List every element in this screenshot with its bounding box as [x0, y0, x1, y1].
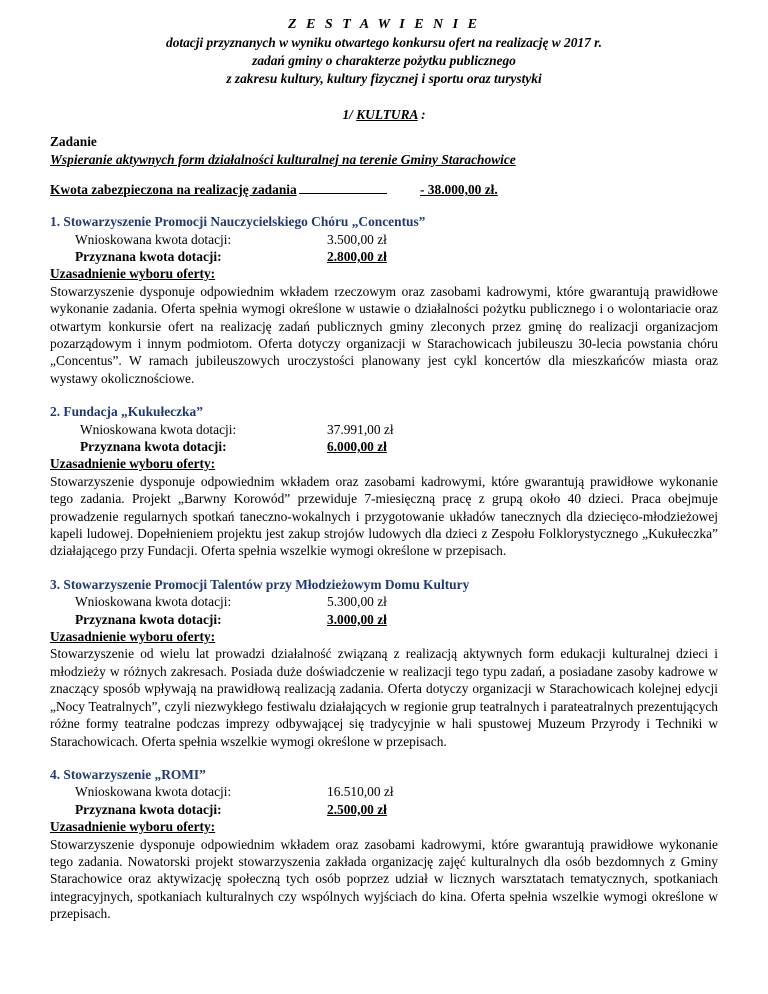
requested-amount: 37.991,00 zł	[327, 421, 394, 437]
justification-label: Uzasadnienie wyboru oferty:	[50, 266, 216, 282]
granted-row	[50, 438, 718, 455]
document-page	[50, 16, 718, 923]
budget-label: Kwota zabezpieczona na realizację zadania	[50, 182, 297, 198]
granted-row	[50, 801, 718, 818]
requested-label: Wnioskowana kwota dotacji:	[75, 594, 232, 610]
requested-row	[50, 231, 718, 248]
granted-label: Przyznana kwota dotacji:	[75, 611, 222, 627]
granted-label: Przyznana kwota dotacji:	[75, 801, 222, 817]
section-suffix: :	[417, 107, 426, 122]
entry-title: 3. Stowarzyszenie Promocji Talentów przy Młodzieżowym Domu Kultury	[50, 576, 470, 592]
requested-label: Wnioskowana kwota dotacji:	[75, 784, 232, 800]
granted-amount: 2.800,00 zł	[327, 249, 387, 265]
justification-text: Stowarzyszenie dysponuje odpowiednim wkładem oraz zasobami kadrowymi, które gwarantują prawidłowe wykonanie tego zadania. Nowatorski projekt stowarzyszenia zakłada organizację zajęć kulturalnych dla osób bezdomnych z Gminy Starachowice oraz aktywizację społeczną tych osób poprzez udział w licznych warsztatach tematycznych, spotkaniach integracyjnych, spotkaniach kulturalnych czy wspólnych wyjściach do kina. Oferta spełnia wszelkie wymogi określone w przepisach.	[50, 836, 718, 922]
granted-label: Przyznana kwota dotacji:	[80, 439, 227, 455]
justification-text: Stowarzyszenie od wielu lat prowadzi działalność związaną z realizacją aktywnych form edukacji kulturalnej dzieci i młodzieży w różnych zakresach. Posiada duże doświadczenie w realizacji tego typu zadań, a posiadane zasoby kadrowe w znaczący sposób wpływają na prawidłową realizacją zadania. Oferta dotyczy organizacji w Starachowicach kolejnej edycji „Nocy Teatralnych”, czyli niezwykłego festiwalu działających w regionie grup teatralnych i parateatralnych prezentujących różne formy teatralne podczas imprezy odbywającej się tradycyjnie w hali spustowej Muzeum Przyrody i Techniki w Starachowicach. Oferta spełnia wszelkie wymogi określone w przepisach.	[50, 646, 718, 749]
task-label: Zadanie	[50, 134, 97, 150]
granted-amount: 6.000,00 zł	[327, 439, 387, 455]
entry-2	[50, 403, 718, 560]
subtitle-line-3: z zakresu kultury, kultury fizycznej i sportu oraz turystyki	[226, 71, 542, 86]
granted-row	[50, 611, 718, 628]
section-name: KULTURA	[356, 107, 418, 122]
document-title: Z E S T A W I E N I E	[288, 17, 480, 32]
task-name: Wspieranie aktywnych form działalności kulturalnej na terenie Gminy Starachowice	[50, 151, 516, 167]
granted-amount: 3.000,00 zł	[327, 611, 387, 627]
section-number: 1/	[342, 107, 353, 122]
requested-amount: 16.510,00 zł	[327, 784, 394, 800]
requested-label: Wnioskowana kwota dotacji:	[75, 231, 232, 247]
requested-label: Wnioskowana kwota dotacji:	[80, 421, 237, 437]
subtitle-line-2: zadań gminy o charakterze pożytku publicznego	[252, 53, 516, 68]
justification-text: Stowarzyszenie dysponuje odpowiednim wkładem oraz zasobami kadrowymi, które gwarantują prawidłowe wykonanie tego zadania. Projekt „Barwny Korowód” przewiduje 7-miesięczną pracę z grupą około 40 dzieci. Praca obejmuje prowadzenie regularnych spotkań taneczno-wokalnych i przygotowanie układów tanecznych dla dziecięco-młodzieżowej kapeli ludowej. Dopełnieniem projektu jest zakup strojów ludowych dla dzieci z Zespołu Folklorystycznego „Kukułeczka” działającego przy Fundacji. Oferta spełnia wszelkie wymogi określone w przepisach.	[50, 473, 718, 559]
granted-row	[50, 248, 718, 265]
requested-row	[50, 593, 718, 610]
entry-4	[50, 766, 718, 923]
budget-amount: - 38.000,00 zł.	[420, 182, 498, 198]
requested-row	[50, 783, 718, 800]
section-heading	[50, 106, 718, 123]
requested-amount: 3.500,00 zł	[327, 231, 387, 247]
subtitle-line-1: dotacji przyznanych w wyniku otwartego konkursu ofert na realizację w 2017 r.	[166, 35, 602, 50]
entry-title: 4. Stowarzyszenie „ROMI”	[50, 766, 206, 782]
requested-row	[50, 421, 718, 438]
entry-title: 1. Stowarzyszenie Promocji Nauczycielskiego Chóru „Concentus”	[50, 214, 426, 230]
entry-title: 2. Fundacja „Kukułeczka”	[50, 404, 203, 420]
justification-text: Stowarzyszenie dysponuje odpowiednim wkładem rzeczowym oraz zasobami kadrowymi, które gwarantują prawidłowe wykonanie zadania. Oferta spełnia wymogi określone w ustawie o działalności pożytku publicznego i o wolontariacie oraz otwartym konkursie ofert na realizację zadań publicznych gminy zleconych przez gminę do realizacji organizacjom pozarządowym i innym podmiotom. Oferta dotyczy organizacji w Starachowicach jubileuszu 30-lecia powstania chóru „Concentus”. W ramach jubileuszowych uroczystości planowany jest cykl koncertów dla mieszkańców miasta oraz wystawy okolicznościowe.	[50, 283, 718, 386]
justification-label: Uzasadnienie wyboru oferty:	[50, 819, 216, 835]
entry-1	[50, 213, 718, 387]
budget-row	[50, 181, 718, 199]
budget-amount-wrap	[420, 181, 498, 198]
justification-label: Uzasadnienie wyboru oferty:	[50, 456, 216, 472]
requested-amount: 5.300,00 zł	[327, 594, 387, 610]
granted-label: Przyznana kwota dotacji:	[75, 249, 222, 265]
justification-label: Uzasadnienie wyboru oferty:	[50, 629, 216, 645]
granted-amount: 2.500,00 zł	[327, 801, 387, 817]
entry-3	[50, 576, 718, 750]
